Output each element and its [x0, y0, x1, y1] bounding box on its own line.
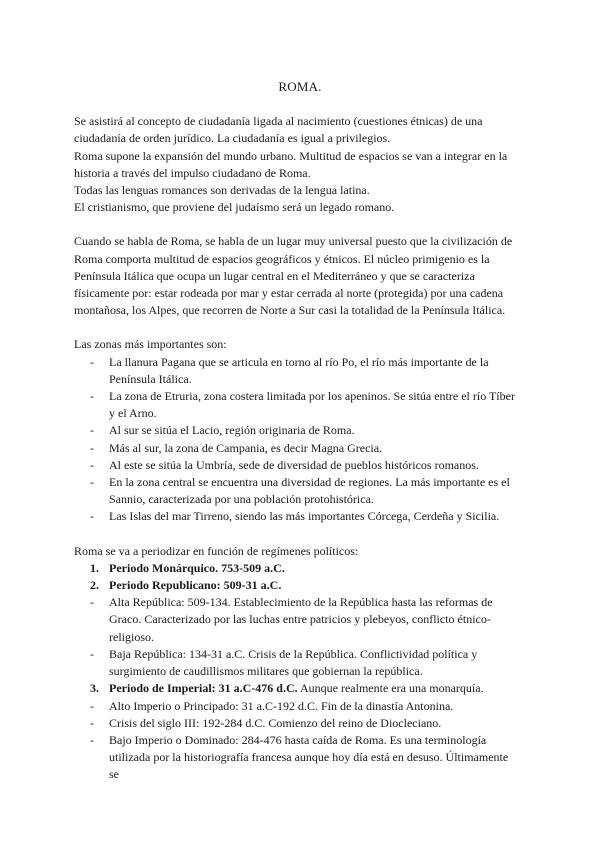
period-label: Periodo de Imperial: 31 a.C-476 d.C.: [109, 681, 298, 696]
intro-line: Se asistirá al concepto de ciudadanía ligada al nacimiento (cuestiones étnicas) de una ciudadanía de orden jurídico. La ciudadanía es igual a privilegios.: [74, 114, 483, 146]
list-item: - La llanura Pagana que se articula en torno al río Po, el río más importante de la Península Itálica.: [74, 354, 520, 388]
period-note: Aunque realmente era una monarquía.: [297, 681, 484, 696]
list-item: - Bajo Imperio o Dominado: 284-476 hasta caída de Roma. Es una terminología utilizada por la historiografía francesa aunque hoy día está en desuso. Últimamente se: [74, 732, 520, 784]
list-item: - Al este se sitúa la Umbría, sede de diversidad de pueblos históricos romanos.: [74, 457, 520, 474]
period-label: Periodo Republicano: 509-31 a.C.: [109, 578, 282, 593]
period-number: 2.: [90, 578, 99, 593]
intro-line: El cristianismo, que proviene del judaísmo será un legado romano.: [74, 200, 395, 215]
republic-subperiods: [74, 594, 520, 680]
geography-paragraph: Cuando se habla de Roma, se habla de un lugar muy universal puesto que la civilización de Roma comporta multitud de espacios geográficos y étnicos. El núcleo primigenio es la Península Itálica que ocupa un lugar central en el Mediterráneo y que se caracteriza físicamente por: estar rodeada por mar y estar cerrada al norte (protegida) por una cadena montañosa, los Alpes, que recorren de Norte a Sur casi la totalidad de la Península Itálica.: [74, 234, 513, 318]
zones-section: [74, 336, 520, 525]
periods-section: [74, 543, 520, 784]
list-item: - Baja República: 134-31 a.C. Crisis de la República. Conflictividad política y surgimiento de caudillismos militares que gobiernan la república.: [74, 646, 520, 680]
list-item: - Al sur se sitúa el Lacio, región originaria de Roma.: [74, 422, 520, 439]
periods-heading: Roma se va a periodizar en función de regímenes políticos:: [74, 543, 359, 558]
zones-heading: Las zonas más importantes son:: [74, 337, 227, 352]
list-item: - Crisis del siglo III: 192-284 d.C. Comienzo del reino de Diocleciano.: [74, 715, 520, 732]
list-item: - En la zona central se encuentra una diversidad de regiones. La más importante es el Sannio, caracterizada por una población protohistórica.: [74, 474, 520, 508]
period-number: 1.: [90, 560, 99, 575]
list-item: - Las Islas del mar Tirreno, siendo las más importantes Córcega, Cerdeña y Sicilia.: [74, 508, 520, 525]
period-label: Periodo Monárquico. 753-509 a.C.: [109, 560, 285, 575]
period-republic: [74, 577, 520, 594]
period-number: 3.: [90, 681, 99, 696]
period-imperial: [74, 680, 520, 697]
list-item: - Alto Imperio o Principado: 31 a.C-192 d.C. Fin de la dinastía Antonina.: [74, 698, 520, 715]
zones-list: [74, 354, 520, 526]
list-item: - La zona de Etruria, zona costera limitada por los apeninos. Se sitúa entre el río Tíber y el Arno.: [74, 388, 520, 422]
intro-line: Todas las lenguas romances son derivadas de la lengua latina.: [74, 183, 370, 198]
period-monarchy: [74, 560, 520, 577]
empire-subperiods: [74, 698, 520, 784]
document-title: ROMA.: [278, 79, 322, 94]
intro-paragraph: [74, 113, 520, 216]
list-item: - Más al sur, la zona de Campania, es decir Magna Grecia.: [74, 440, 520, 457]
intro-line: Roma supone la expansión del mundo urbano. Multitud de espacios se van a integrar en la historia a través del impulso ciudadano de Roma.: [74, 148, 508, 180]
list-item: - Alta República: 509-134. Establecimiento de la República hasta las reformas de Graco. Caracterizado por las luchas entre patricios y plebeyos, conflicto étnico-religioso.: [74, 594, 520, 646]
